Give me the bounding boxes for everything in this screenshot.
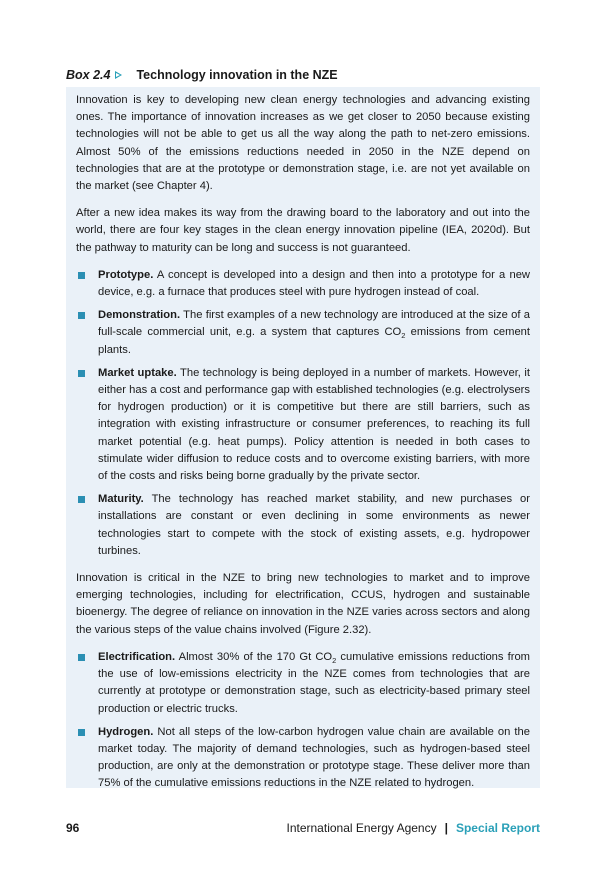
list-item-market-uptake xyxy=(76,365,530,485)
bullet-lead: Market uptake. xyxy=(98,366,177,379)
bullet-text: cumulative emissions reductions from the use of low-emissions electricity in the NZE comes from technologies that are currently at prototype or demonstration stage, such as electricity-based primary steel production or electric trucks. xyxy=(98,650,530,715)
paragraph-nze-innovation: Innovation is critical in the NZE to bring new technologies to market and to improve emerging technologies, including for electrification, CCUS, hydrogen and sustainable bioenergy. The degree of reliance on innovation in the NZE varies across sectors and along the various steps of the value chains involved (Figure 2.32). xyxy=(76,572,530,636)
bullet-lead: Maturity. xyxy=(98,493,144,506)
box-number: Box 2.4 xyxy=(66,68,111,82)
triangle-arrow-icon xyxy=(115,71,122,79)
square-bullet-icon xyxy=(78,496,85,503)
list-item-demonstration xyxy=(76,307,530,359)
bullet-text: A concept is developed into a design and then into a prototype for a new device, e.g. a furnace that produces steel with pure hydrogen instead of coal. xyxy=(98,268,530,299)
bullet-text: The technology is being deployed in a number of markets. However, it either has a cost and performance gap with established technologies (e.g. electrolysers for hydrogen production) or it is competitive but there are still barriers, such as integration with existing infrastructure or consumer preferences, to reaching its full market potential (e.g. heat pumps). Policy attention is needed in both cases to stimulate wider diffusion to reduce costs and to overcome existing barriers, with more of the costs and risks being borne gradually by the private sector. xyxy=(98,366,530,483)
box-title: Technology innovation in the NZE xyxy=(136,68,338,82)
page-footer xyxy=(66,820,540,836)
bullet-text: Almost 30% of the 170 Gt CO xyxy=(175,650,333,663)
paragraph-intro: Innovation is key to developing new clean energy technologies and advancing existing ones. The importance of innovation increases as we get closer to 2050 because existing technologies will not be able to get us all the way along the path to net-zero emissions. Almost 50% of the emissions reductions needed in 2050 in the NZE depend on technologies that are at the prototype or demonstration stage, i.e. are not yet available on the market (see Chapter 4). xyxy=(76,94,530,193)
square-bullet-icon xyxy=(78,654,85,661)
page-number: 96 xyxy=(66,821,80,835)
square-bullet-icon xyxy=(78,272,85,279)
list-item-prototype xyxy=(76,267,530,301)
bullet-text: Not all steps of the low-carbon hydrogen value chain are available on the market today. The majority of demand technologies, such as hydrogen-based steel production, are only at the demonstration or prototype stage. These deliver more than 75% of the cumulative emissions reductions in the NZE related to hydrogen. xyxy=(98,725,530,790)
bullet-lead: Hydrogen. xyxy=(98,725,154,738)
footer-credit xyxy=(287,821,541,835)
bullet-lead: Demonstration. xyxy=(98,309,181,322)
bullet-text: emissions from cement plants. xyxy=(98,326,531,356)
bullet-lead: Prototype. xyxy=(98,268,154,281)
organization-name: International Energy Agency xyxy=(286,821,437,835)
square-bullet-icon xyxy=(78,312,85,319)
report-type: Special Report xyxy=(455,821,540,835)
box-content xyxy=(76,92,530,803)
list-item-hydrogen xyxy=(76,724,530,793)
square-bullet-icon xyxy=(78,370,85,377)
subscript: 2 xyxy=(332,656,337,666)
box-header xyxy=(66,66,540,84)
bullet-text: The technology has reached market stability, and new purchases or installations are constant or even declining in some environments as newer technologies start to compete with the stock of existing assets, e.g. hydropower turbines. xyxy=(98,493,530,557)
sectors-list xyxy=(76,649,530,793)
paragraph-stages-intro: After a new idea makes its way from the drawing board to the laboratory and out into the world, there are four key stages in the clean energy innovation pipeline (IEA, 2020d). But the pathway to maturity can be long and success is not guaranteed. xyxy=(76,207,530,254)
list-item-electrification xyxy=(76,649,530,718)
footer-separator: | xyxy=(444,821,448,835)
stages-list xyxy=(76,267,530,560)
subscript: 2 xyxy=(401,331,406,341)
square-bullet-icon xyxy=(78,729,85,736)
bullet-lead: Electrification. xyxy=(98,650,176,663)
list-item-maturity xyxy=(76,491,530,560)
bullet-text: The first examples of a new technology are introduced at the size of a full-scale commercial unit, e.g. a system that captures CO xyxy=(98,309,530,339)
